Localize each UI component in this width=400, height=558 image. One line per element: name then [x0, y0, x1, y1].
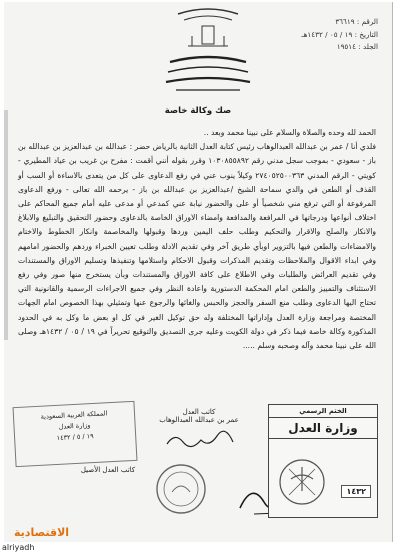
- seal-box-ministry: وزارة العدل: [269, 417, 377, 439]
- clerk-name: عمر بن عبدالله العبدالوهاب: [159, 416, 239, 424]
- authorized-clerk: كاتب العدل الأصيل: [80, 466, 136, 474]
- document-date: التاريخ : ١٩ / ٠٥ / ١٤٣٢هـ: [301, 29, 378, 39]
- ministry-emblem-icon: [277, 457, 327, 507]
- deed-title: صك وكالة خاصة: [164, 106, 232, 116]
- official-rectangular-stamp: [13, 401, 138, 467]
- stamp-date: ١٩ / ٥ / ١٤٣٢: [56, 432, 94, 442]
- document-page: [4, 2, 393, 542]
- source-watermark: alriyadh: [2, 543, 35, 552]
- deed-text: فلدي أنا / عمر بن عبدالله العبدالوهاب رئيس كتابة العدل الثانية بالرياض حضر : عبدالله بن عبدالعزيز بن عبدالله بن باز - سعودي - بموجب سجل مدني رقم ١٠٣٠٨٥٥٨٩٢ وقرر بقوله أنني أقمت : مفرح بن غريب بن عياد المطيري - كويتي - الرقم المدني ٢٧٤٠٥٢٥٠٠٣٦٣ وكيلاً ينوب عني في رفع الدعاوى على كل من يتعدى بالاساءة أو السب أو القذف أو الطعن في والدي سماحة الشيخ /عبدالعزيز بن عبدالله بن باز - يرحمه الله تعالى - ورفع الدعاوى المرفوعة أو التي ترفع مني شخصياً أو على والحضور نيابة عني كمدعي أو مدعى عليه أمام جميع المحاكم على اختلاف أنواعها ودرجاتها في المرافعة والمدافعة وامضاء الاوراق الخاصة بالدعاوى وحضور التحقيق والتبليغ والابلاغ والانكار والصلح والاقرار والتحكيم وطلب حلف اليمين وردها وقبولها والمخاصمة وانكار الخطوط والاختام والامضاءات والطعن فيها بالتزوير اوبأي طريق آخر وفي تقديم الادلة وطلب تعيين الخبراء وردهم والحضور امامهم وفي ابداء الاقوال والملاحظات وتقديم المذكرات وقبول الاحكام واستلامها وتنفيذها وتسليم الاوراق والمستندات وفي تقديم العرائض والطلبات وفي الاطلاع على كافة الاوراق والمستندات وبأن يستخرج منها صور وفي رفع الاستئناف والتمييز والطعن امام المحكمة الدستورية واعادة النظر وفي جميع الاجراءات الرسمية والقانونية التي تحتاج اليها الدعاوى وطلب منع السفر والحجز والحبس والغائها والرجوع عنها وتمثيلي بهذا الخصوص امام الجهات المختصة ومراجعة وزارة العدل وإداراتها المختلفة وله حق توكيل الغير في كل او بعض ما وكل به في الحدود المذكورة وكالة خاصة فيما ذكر في دولة الكويت وعليه جرى التصديق والتوقيع تحريراً في ١٩ / ٠٥ / ١٤٣٢هـ وصلى الله على نبينا محمد وآله وصحبه وسلم .....: [18, 142, 376, 351]
- notary-seal-box: [268, 404, 378, 518]
- newspaper-logo: الاقتصادية: [14, 526, 70, 539]
- document-volume: الجلد : ١٩٥١٤: [336, 42, 378, 51]
- ministry-logo-icon: [158, 6, 258, 98]
- seal-box-number: ١٤٣٢: [341, 485, 371, 498]
- document-meta: [258, 16, 378, 54]
- clerk-block: [154, 408, 244, 454]
- stamp-ministry: وزارة العدل: [58, 421, 91, 431]
- page-edge-shadow: [4, 110, 8, 340]
- round-seal-icon: [154, 462, 208, 516]
- deed-body: [18, 126, 376, 353]
- document-number: الرقم : ٣٦٦١٩: [335, 17, 378, 26]
- stamp-country: المملكة العربية السعودية: [40, 409, 108, 421]
- opening-line: الحمد لله وحده والصلاة والسلام على نبينا محمد وبعد ..: [203, 128, 376, 137]
- clerk-signature-icon: [163, 428, 235, 452]
- clerk-role: كاتب العدل: [182, 408, 216, 416]
- seal-box-heading: الختم الرسمي: [299, 407, 347, 415]
